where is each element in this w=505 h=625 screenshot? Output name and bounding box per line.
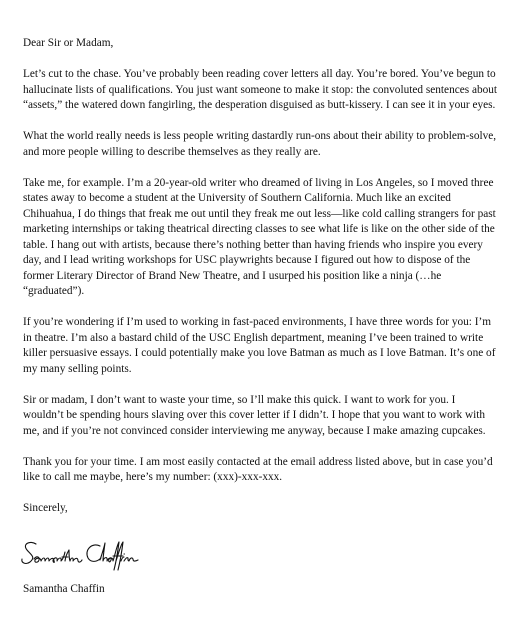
paragraph-want-to-work: Sir or madam, I don’t want to waste your time, so I’ll make this quick. I want to work for you. I wouldn’t be spending hours slaving over this cover letter if I didn’t. I hope that you want to work with me, and if you’re not convinced consider interviewing me anyway, because I make amazing cupcakes.: [23, 393, 486, 437]
closing: Sincerely,: [23, 502, 68, 514]
handwritten-signature: [20, 530, 498, 574]
paragraph-fast-paced: If you’re wondering if I’m used to working in fast-paced environments, I have three words for you: I’m in theatre. I’m also a bastard child of the USC English department, meaning I’ve been trained to write killer persuasive essays. I could potentially make you love Batman as much as I love Batman. It’s one of my many selling points.: [23, 316, 496, 375]
paragraph-intro: Let’s cut to the chase. You’ve probably been reading cover letters all day. You’re bored. You’ve begun to hallucinate lists of qualifications. You just want someone to make it stop: the convoluted sentences about “assets,” the watered down fangirling, the desperation disguised as butt-kissery. I can see it in your eyes.: [23, 68, 498, 111]
paragraph-contact: Thank you for your time. I am most easily contacted at the email address listed above, but in case you’d like to call me maybe, here’s my number: (xxx)-xxx-xxx.: [23, 455, 493, 483]
salutation: Dear Sir or Madam,: [23, 37, 114, 49]
signer-name: Samantha Chaffin: [23, 583, 105, 595]
cover-letter: [23, 36, 498, 613]
paragraph-world-needs: What the world really needs is less people writing dastardly run-ons about their ability to problem-solve, and more people willing to describe themselves as they really are.: [23, 130, 497, 158]
signature-image: [20, 530, 160, 574]
paragraph-about-me: Take me, for example. I’m a 20-year-old writer who dreamed of living in Los Angeles, so I moved three states away to become a student at the University of Southern California. Much like an excited Chihuahua, I do things that freak me out until they freak me out less—like cold calling strangers for past marketing internships or taking theatrical directing classes to see what life is like on the other side of the table. I hang out with artists, because there’s nothing better than having friends who inspire you every day, and I lead writing workshops for USC playwrights because I figured out how to dispose of the former Literary Director of Brand New Theatre, and I usurped his position like a ninja (…he “graduated”).: [23, 176, 496, 297]
